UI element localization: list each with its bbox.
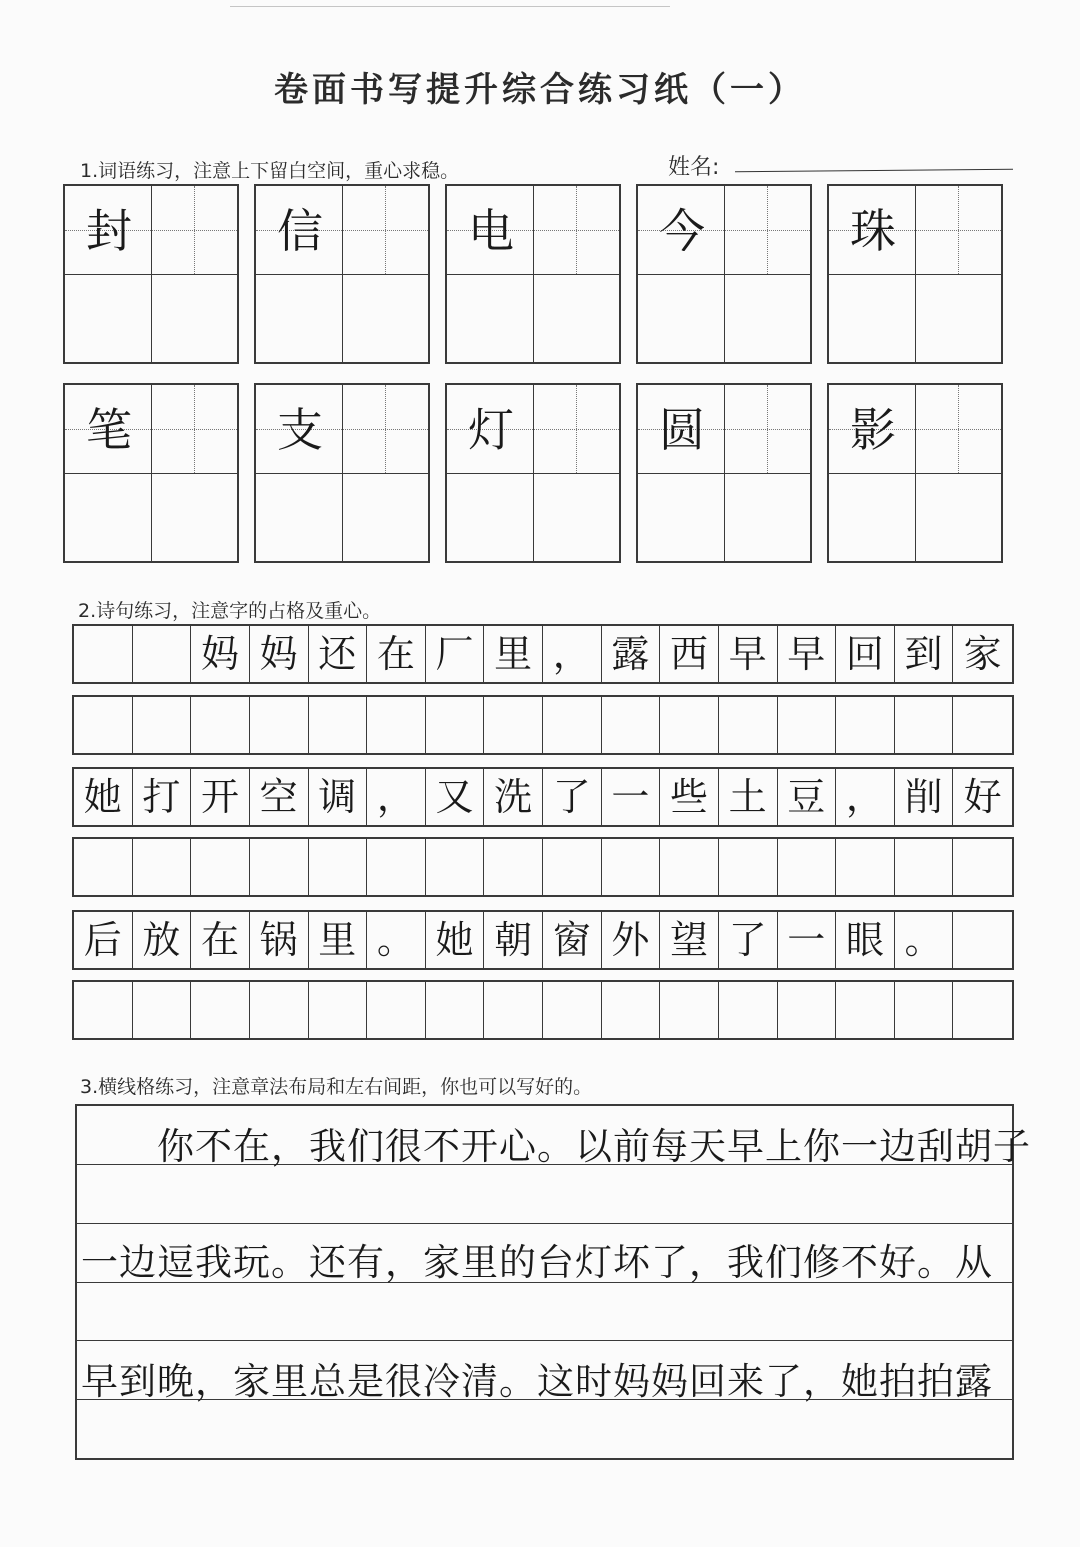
tianzige-cell[interactable]	[827, 383, 1003, 563]
grid-square[interactable]: 些	[660, 769, 719, 825]
grid-square[interactable]	[133, 839, 192, 895]
grid-square[interactable]: 空	[250, 769, 309, 825]
grid-square[interactable]: 她	[426, 912, 485, 968]
top-edge-scan-line	[230, 6, 670, 13]
grid-square[interactable]	[836, 697, 895, 753]
grid-square[interactable]	[778, 839, 837, 895]
tianzige-cell[interactable]	[445, 184, 621, 364]
grid-square[interactable]: 到	[895, 626, 954, 682]
grid-square[interactable]	[895, 839, 954, 895]
grid-square[interactable]: 开	[191, 769, 250, 825]
grid-line	[65, 274, 237, 275]
square-grid-row	[72, 837, 1014, 897]
square-grid-row	[72, 980, 1014, 1040]
grid-square[interactable]: 削	[895, 769, 954, 825]
model-character: 笔	[86, 403, 132, 457]
grid-square[interactable]	[953, 912, 1012, 968]
grid-square[interactable]	[543, 982, 602, 1038]
grid-square[interactable]: 早	[778, 626, 837, 682]
grid-square[interactable]: 在	[367, 626, 426, 682]
model-character: 灯	[468, 403, 514, 457]
grid-line	[65, 473, 237, 474]
grid-square[interactable]	[426, 697, 485, 753]
grid-square[interactable]: 窗	[543, 912, 602, 968]
grid-square[interactable]: 她	[74, 769, 133, 825]
grid-square[interactable]	[133, 626, 192, 682]
grid-square[interactable]: ，	[367, 769, 426, 825]
grid-square[interactable]	[426, 839, 485, 895]
square-grid-row	[72, 910, 1014, 970]
grid-square[interactable]: 在	[191, 912, 250, 968]
section2-heading: 2.诗句练习，注意字的占格及重心。	[78, 600, 382, 622]
grid-square[interactable]	[719, 982, 778, 1038]
grid-square[interactable]	[836, 982, 895, 1038]
grid-square[interactable]	[250, 982, 309, 1038]
grid-square[interactable]	[74, 697, 133, 753]
grid-square[interactable]	[602, 697, 661, 753]
grid-square[interactable]	[660, 982, 719, 1038]
grid-square[interactable]	[719, 697, 778, 753]
grid-square[interactable]	[191, 839, 250, 895]
grid-square[interactable]: 家	[963, 632, 1002, 676]
model-character: 信	[277, 204, 323, 258]
tianzige-cell[interactable]	[636, 184, 812, 364]
section3-heading: 3.横线格练习，注意章法布局和左右间距，你也可以写好的。	[80, 1076, 593, 1098]
grid-square[interactable]: 早	[719, 626, 778, 682]
name-field-line[interactable]	[735, 169, 1013, 172]
tianzige-row-2	[63, 383, 1003, 563]
handwriting-line-2: 一边逗我玩。还有，家里的台灯坏了，我们修不好。从	[81, 1241, 993, 1284]
grid-square[interactable]	[895, 697, 954, 753]
grid-square[interactable]: 。	[367, 912, 426, 968]
model-character: 电	[468, 204, 514, 258]
grid-square[interactable]	[660, 697, 719, 753]
grid-square[interactable]	[778, 982, 837, 1038]
model-character: 封	[86, 204, 132, 258]
grid-square[interactable]: 好	[963, 775, 1002, 819]
grid-square[interactable]: 豆	[778, 769, 837, 825]
grid-square[interactable]: 放	[133, 912, 192, 968]
grid-square[interactable]	[602, 982, 661, 1038]
grid-square[interactable]	[250, 697, 309, 753]
handwriting-line-3: 早到晚，家里总是很冷清。这时妈妈回来了，她拍拍露	[81, 1360, 993, 1403]
grid-square[interactable]: 眼	[836, 912, 895, 968]
grid-square[interactable]	[778, 697, 837, 753]
tianzige-cell[interactable]	[636, 383, 812, 563]
grid-line	[256, 473, 428, 474]
grid-square[interactable]	[191, 697, 250, 753]
square-grid-row	[72, 767, 1014, 827]
grid-square[interactable]: 一	[778, 912, 837, 968]
section1-heading: 1.词语练习，注意上下留白空间，重心求稳。	[80, 160, 460, 182]
grid-square[interactable]: 又	[426, 769, 485, 825]
grid-square[interactable]: 妈	[250, 626, 309, 682]
grid-square[interactable]: 锅	[250, 912, 309, 968]
grid-square[interactable]: 妈	[191, 626, 250, 682]
model-character: 今	[659, 204, 705, 258]
grid-square[interactable]	[484, 697, 543, 753]
tianzige-cell[interactable]	[445, 383, 621, 563]
grid-square[interactable]	[74, 982, 133, 1038]
model-character: 珠	[850, 204, 896, 258]
lined-writing-box	[75, 1104, 1031, 1460]
tianzige-cell[interactable]	[254, 383, 430, 563]
square-grid-row	[72, 624, 1014, 684]
grid-square[interactable]	[953, 982, 1012, 1038]
grid-square[interactable]	[133, 697, 192, 753]
grid-square[interactable]: 外	[602, 912, 661, 968]
grid-square[interactable]: 厂	[426, 626, 485, 682]
writing-rule	[77, 1223, 1012, 1224]
grid-square[interactable]	[133, 982, 192, 1038]
grid-square[interactable]	[836, 839, 895, 895]
name-label: 姓名:	[668, 155, 720, 180]
writing-rule	[77, 1340, 1012, 1341]
grid-square[interactable]	[953, 839, 1012, 895]
grid-line	[447, 473, 619, 474]
page-title: 卷面书写提升综合练习纸（一）	[274, 70, 806, 110]
grid-square[interactable]: 调	[309, 769, 368, 825]
grid-square[interactable]	[367, 697, 426, 753]
tianzige-cell[interactable]	[254, 184, 430, 364]
grid-square[interactable]: 打	[133, 769, 192, 825]
grid-square[interactable]: 了	[719, 912, 778, 968]
grid-square[interactable]	[543, 839, 602, 895]
grid-square[interactable]	[484, 982, 543, 1038]
tianzige-cell[interactable]	[63, 184, 239, 364]
tianzige-row-1	[63, 184, 1003, 364]
model-character: 支	[277, 403, 323, 457]
grid-square[interactable]	[309, 982, 368, 1038]
grid-square[interactable]	[543, 697, 602, 753]
grid-square[interactable]: 望	[660, 912, 719, 968]
model-character: 圆	[659, 403, 705, 457]
grid-square[interactable]: 还	[309, 626, 368, 682]
model-character: 影	[850, 403, 896, 457]
grid-square[interactable]	[719, 839, 778, 895]
grid-square[interactable]: 朝	[484, 912, 543, 968]
grid-square[interactable]: 了	[543, 769, 602, 825]
grid-square[interactable]	[191, 982, 250, 1038]
grid-line	[638, 274, 810, 275]
grid-square[interactable]	[74, 839, 133, 895]
grid-square[interactable]	[74, 626, 133, 682]
grid-square[interactable]: 。	[895, 912, 954, 968]
grid-square[interactable]: 土	[719, 769, 778, 825]
grid-square[interactable]: 一	[602, 769, 661, 825]
tianzige-cell[interactable]	[827, 184, 1003, 364]
grid-line	[447, 274, 619, 275]
grid-square[interactable]	[309, 697, 368, 753]
grid-square[interactable]	[484, 839, 543, 895]
grid-square[interactable]	[953, 697, 1012, 753]
grid-square[interactable]: 露	[602, 626, 661, 682]
grid-square[interactable]: 后	[74, 912, 133, 968]
grid-square[interactable]: 里	[309, 912, 368, 968]
grid-square[interactable]: 里	[484, 626, 543, 682]
grid-line	[829, 473, 1001, 474]
tianzige-cell[interactable]	[63, 383, 239, 563]
grid-square[interactable]: 洗	[484, 769, 543, 825]
grid-square[interactable]	[602, 839, 661, 895]
grid-line	[829, 274, 1001, 275]
grid-square[interactable]: ，	[543, 626, 602, 682]
grid-square[interactable]	[367, 839, 426, 895]
grid-square[interactable]	[660, 839, 719, 895]
grid-square[interactable]	[895, 982, 954, 1038]
grid-line	[638, 473, 810, 474]
grid-square[interactable]	[426, 982, 485, 1038]
grid-line	[256, 274, 428, 275]
handwriting-line-1: 你不在，我们很不开心。以前每天早上你一边刮胡子	[157, 1125, 1031, 1168]
square-grid-row	[72, 695, 1014, 755]
grid-square[interactable]: ，	[836, 769, 895, 825]
grid-square[interactable]: 西	[660, 626, 719, 682]
grid-square[interactable]	[309, 839, 368, 895]
grid-square[interactable]	[367, 982, 426, 1038]
grid-square[interactable]	[250, 839, 309, 895]
grid-square[interactable]: 回	[836, 626, 895, 682]
